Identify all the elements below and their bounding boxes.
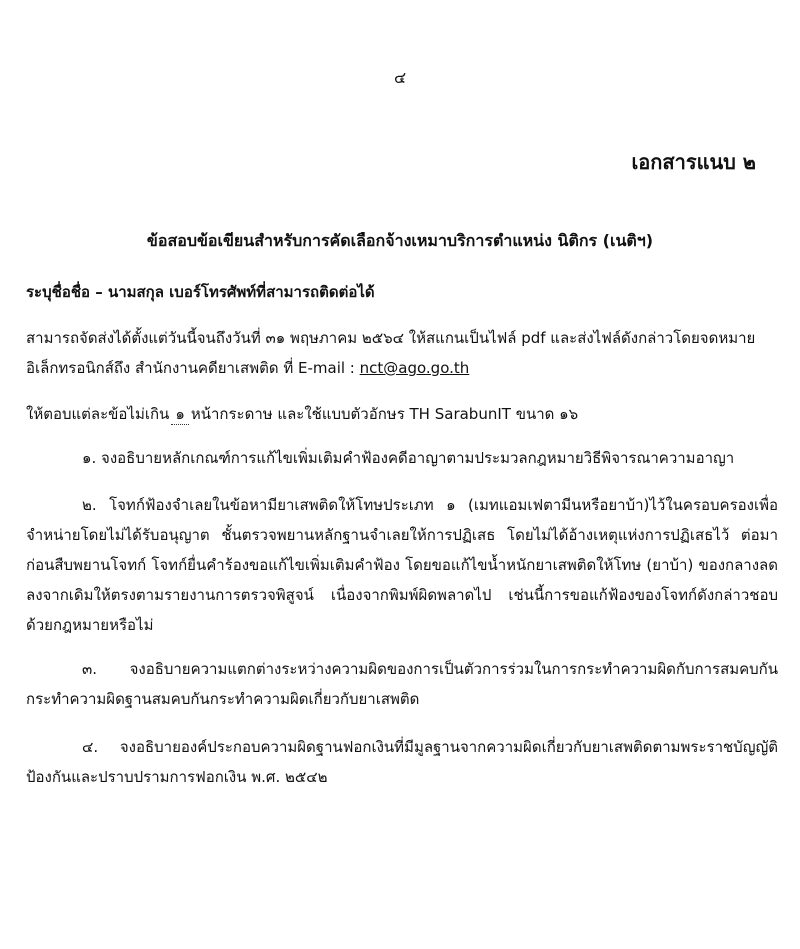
question-1: ๑. จงอธิบายหลักเกณฑ์การแก้ไขเพิ่มเติมคำฟ้องคดีอาญาตามประมวลกฎหมายวิธีพิจารณาความอาญา bbox=[82, 449, 735, 467]
document-title: ข้อสอบข้อเขียนสำหรับการคัดเลือกจ้างเหมาบริการตำแหน่ง นิติกร (เนติฯ) bbox=[146, 231, 654, 250]
answer-format-line bbox=[26, 404, 578, 425]
instruction-heading: ระบุชื่อชื่อ – นามสกุล เบอร์โทรศัพท์ที่สามารถติดต่อได้ bbox=[26, 283, 375, 301]
question-2: ๒. โจทก์ฟ้องจำเลยในข้อหามียาเสพติดให้โทษประเภท ๑ (เมทแอมเฟตามีนหรือยาบ้า)ไว้ในครอบครองเพื่อจำหน่ายโดยไม่ได้รับอนุญาต ชั้นตรวจพยานหลักฐานจำเลยให้การปฏิเสธ โดยไม่ได้อ้างเหตุแห่งการปฏิเสธไว้ ต่อมาก่อนสืบพยานโจทก์ โจทก์ยื่นคำร้องขอแก้ไขเพิ่มเติมคำฟ้อง โดยขอแก้ไขน้ำหนักยาเสพติดให้โทษ (ยาบ้า) ของกลางลดลงจากเดิมให้ตรงตามรายงานการตรวจพิสูจน์ เนื่องจากพิมพ์ผิดพลาดไป เช่นนี้การขอแก้ฟ้องของโจทก์ดังกล่าวชอบด้วยกฎหมายหรือไม่ bbox=[26, 496, 778, 634]
question-4: ๔. จงอธิบายองค์ประกอบความผิดฐานฟอกเงินที่มีมูลฐานจากความผิดเกี่ยวกับยาเสพติดตามพระราชบัญญัติป้องกันและปราบปรามการฟอกเงิน พ.ศ. ๒๕๔๒ bbox=[26, 738, 778, 786]
email-link[interactable]: nct@ago.go.th bbox=[359, 359, 470, 377]
page-number: ๔ bbox=[393, 68, 407, 87]
answer-format-pages: ๑ bbox=[171, 404, 189, 425]
answer-format-suffix: หน้ากระดาษ และใช้แบบตัวอักษร TH SarabunIT ขนาด ๑๖ bbox=[190, 405, 579, 423]
submission-line-2 bbox=[26, 358, 469, 378]
answer-format-prefix: ให้ตอบแต่ละข้อไม่เกิน bbox=[26, 405, 170, 423]
submission-line-1: สามารถจัดส่งได้ตั้งแต่วันนี้จนถึงวันที่ ๓๑ พฤษภาคม ๒๕๖๔ ให้สแกนเป็นไฟล์ pdf และส่งไฟล์ดังกล่าวโดยจดหมาย bbox=[26, 329, 756, 347]
attachment-label: เอกสารแนบ ๒ bbox=[631, 150, 756, 174]
submission-line-2-prefix: อิเล็กทรอนิกส์ถึง สำนักงานคดียาเสพติด ที่ E-mail : bbox=[26, 359, 360, 377]
question-3: ๓. จงอธิบายความแตกต่างระหว่างความผิดของการเป็นตัวการร่วมในการกระทำความผิดกับการสมคบกันกระทำความผิดฐานสมคบกันกระทำความผิดเกี่ยวกับยาเสพติด bbox=[26, 660, 778, 708]
